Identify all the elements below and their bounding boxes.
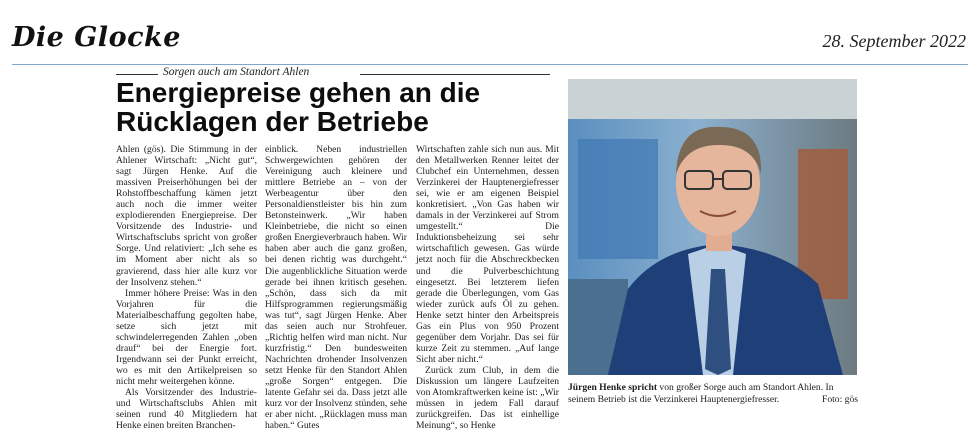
article-column-1 xyxy=(116,144,257,431)
article-column-2 xyxy=(265,144,407,431)
paragraph: Ahlen (gös). Die Stimmung in der Ahlener Wirtschaft: „Nicht gut“, sagt Jürgen Henke. Auf die massiven Preiserhöhungen bei der Rohstoffbeschaffung kämen jetzt auch noch die immer weiter explodierenden Energiepreise. Der Vorsitzende des Industrie- und Wirtschaftsclubs spricht von großer Sorge. Und relativiert: „Ich sehe es im Moment aber nicht als so gravierend, dass hier alle kurz vor der Insolvenz stehen.“ xyxy=(116,144,257,288)
portrait-photo xyxy=(568,79,857,375)
kicker-rule-right xyxy=(360,74,550,75)
photo-credit: Foto: gös xyxy=(822,393,858,405)
photo-caption xyxy=(568,382,858,405)
caption-lead: Jürgen Henke spricht xyxy=(568,382,658,393)
header-rule xyxy=(12,64,968,65)
paragraph: Wirtschaften zahle sich nun aus. Mit den Metallwerken Renner leitet der Clubchef ein Unternehmen, dessen Verzinkerei der Hauptenergiefresser sei, wie er am eigenen Beispiel konkretisiert. „Von Gas haben wir damals in der Verzinkerei auf Strom umgestellt.“ Die Induktionsbeheizung sei sehr wirtschaftlich gewesen. Gas würde jetzt noch für die Abschreckbecken und die Pulverbeschichtung eingesetzt. Bei letzterem liefen gerade die Überlegungen, vom Gas wieder zurück aufs Öl zu gehen. Henke setzt hinter den Arbeitspreis Gas ein Plus von 950 Prozent gegenüber dem Vorjahr. Das sei für kurze Zeit zu stemmen. „Auf lange Sicht aber nicht.“ xyxy=(416,144,559,365)
newspaper-masthead: Die Glocke xyxy=(12,22,181,53)
paragraph: Immer höhere Preise: Was in den Vorjahren für die Materialbeschaffung gegolten habe, setze sich jetzt mit schwindelerregenden Zahlen „oben drauf“ bei der Energie fort. Irgendwann sei der Punkt erreicht, wo es mit den Artikelpreisen so nicht mehr weitergehen könne. xyxy=(116,287,257,387)
paragraph: Zurück zum Club, in dem die Diskussion um längere Laufzeiten von Atomkraftwerken keine ist: „Wir müssen in jedem Fall darauf zurückgreifen. Das ist einhellige Meinung“, so Henke xyxy=(416,364,559,432)
article-column-3 xyxy=(416,144,559,431)
paragraph: einblick. Neben industriellen Schwergewichten gehören der Vereinigung auch kleinere und mittlere Betriebe an – von der Werbeagentur über den Personaldienstleister bis hin zum Betonsteinwerk. „Wir haben Kleinbetriebe, die nicht so einen großen Energieverbrauch haben. Wir haben aber auch die ganz großen, bei denen richtig was durchgeht.“ Die augenblickliche Situation werde gerade bei ihnen kritisch gesehen. „Schön, dass sich da mit Hilfsprogrammen regierungsmäßig was tut“, sagt Jürgen Henke. Aber das seien auch nur Strohfeuer. „Richtig helfen wird man nicht. Nur kurzfristig.“ Den bundesweiten Nachrichten drohender Insolvenzen setzt Henke für den Standort Ahlen „große Sorgen“ entgegen. Die latente Gefahr sei da. Dass jetzt alle kurz vor der Insolvenz stünden, sehe er aber nicht. „Rücklagen muss man haben.“ Gutes xyxy=(265,144,407,432)
article-kicker: Sorgen auch am Standort Ahlen xyxy=(163,66,310,78)
publication-date: 28. September 2022 xyxy=(822,31,966,51)
portrait-illustration xyxy=(568,79,857,375)
paragraph: Als Vorsitzender des Industrie- und Wirtschaftsclubs Ahlen mit seinen rund 40 Mitgliedern hat Henke einen breiten Branchen- xyxy=(116,387,257,432)
caption-text: von großer Sorge auch am Standort Ahlen. In seinem Betrieb ist die Verzinkerei Hauptenergiefresser. xyxy=(568,382,834,405)
article-headline: Energiepreise gehen an die Rücklagen der Betriebe xyxy=(116,77,481,137)
kicker-rule-left xyxy=(116,74,158,75)
